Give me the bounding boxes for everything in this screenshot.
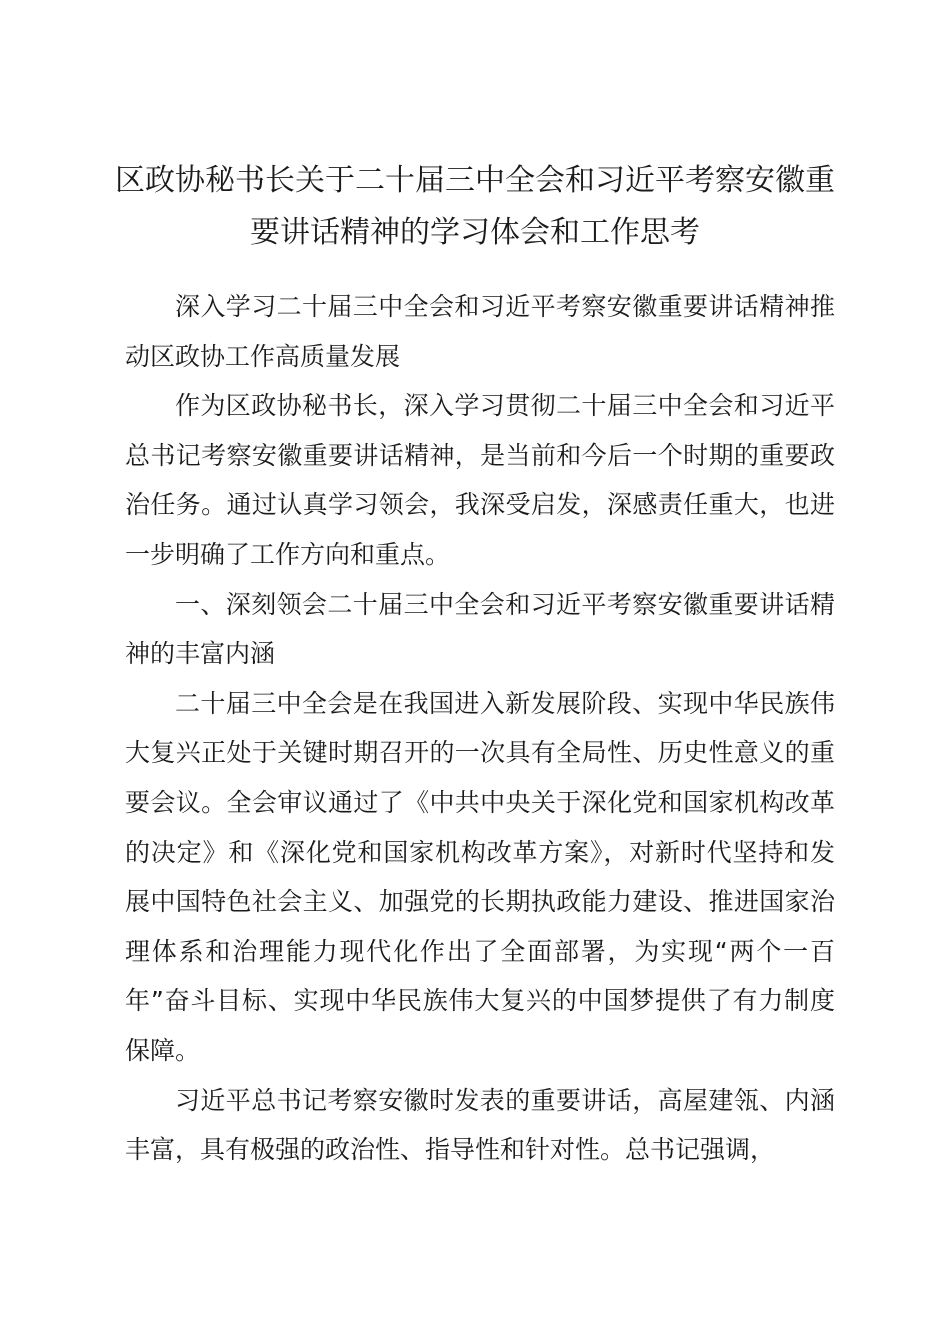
document-title-line-1: 区政协秘书长关于二十届三中全会和习近平考察安徽重 <box>115 163 835 198</box>
section-heading-1: 一、深刻领会二十届三中全会和习近平考察安徽重要讲话精神的丰富内涵 <box>125 589 835 669</box>
subtitle-paragraph: 深入学习二十届三中全会和习近平考察安徽重要讲话精神推动区政协工作高质量发展 <box>125 292 835 371</box>
body-paragraph: 习近平总书记考察安徽时发表的重要讲话，高屋建瓴、内涵丰富，具有极强的政治性、指导性和针对性。总书记强调， <box>125 1085 835 1165</box>
document-title-line-2: 要讲话精神的学习体会和工作思考 <box>250 215 700 250</box>
document-body <box>125 282 835 1175</box>
body-paragraph: 二十届三中全会是在我国进入新发展阶段、实现中华民族伟大复兴正处于关键时期召开的一次具有全局性、历史性意义的重要会议。全会审议通过了《中共中央关于深化党和国家机构改革的决定》和《深化党和国家机构改革方案》，对新时代坚持和发展中国特色社会主义、加强党的长期执政能力建设、推进国家治理体系和治理能力现代化作出了全面部署，为实现“两个一百年”奋斗目标、实现中华民族伟大复兴的中国梦提供了有力制度保障。 <box>125 688 835 1065</box>
intro-paragraph: 作为区政协秘书长，深入学习贯彻二十届三中全会和习近平总书记考察安徽重要讲话精神，是当前和今后一个时期的重要政治任务。通过认真学习领会，我深受启发，深感责任重大，也进一步明确了工作方向和重点。 <box>125 391 835 569</box>
